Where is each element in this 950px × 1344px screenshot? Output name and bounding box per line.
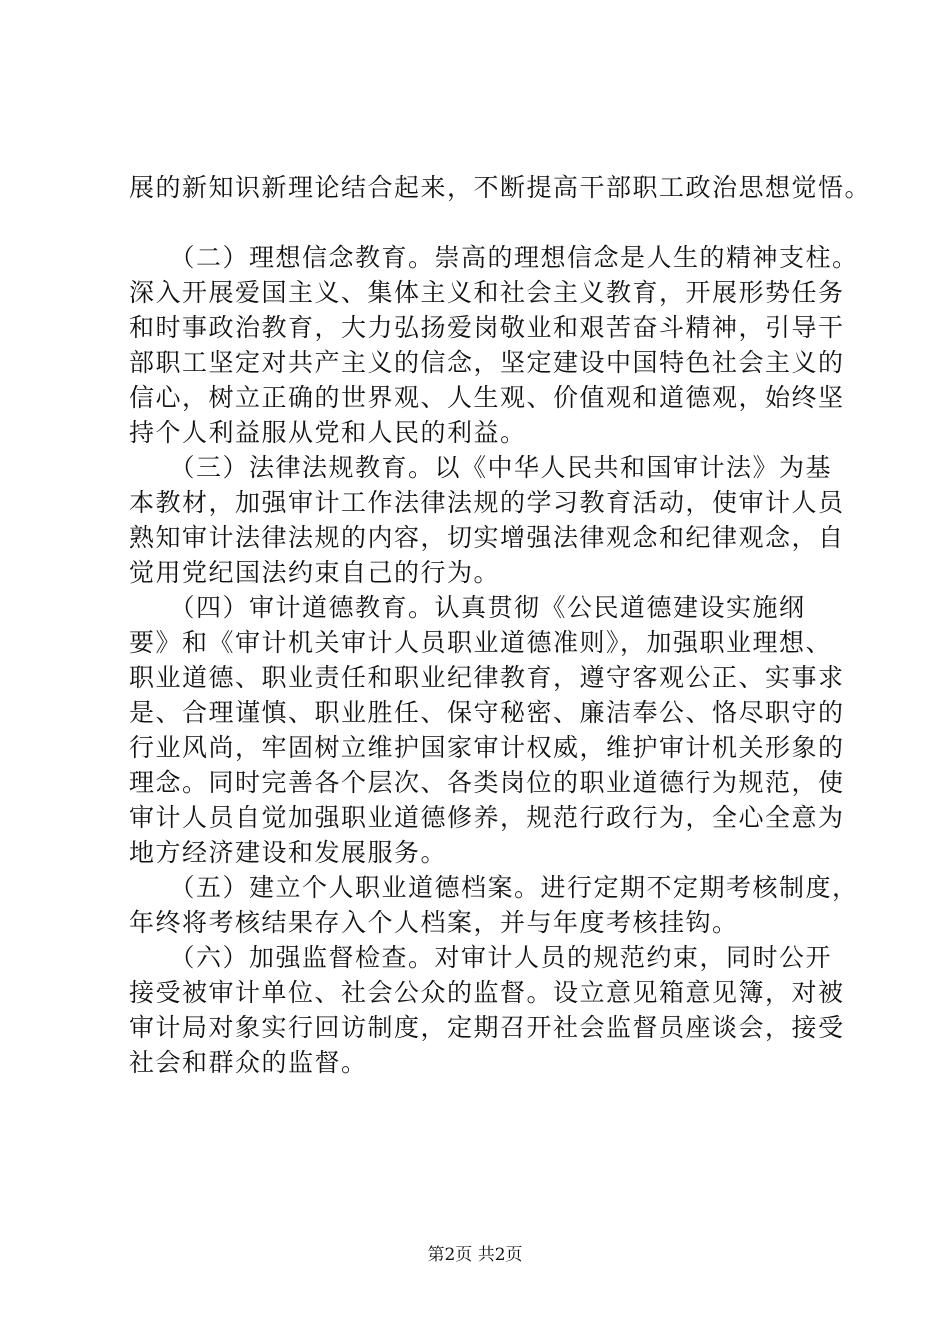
text-line: 和时事政治教育，大力弘扬爱岗敬业和艰苦奋斗精神，引导干 bbox=[129, 313, 845, 342]
text-line: （六）加强监督检查。对审计人员的规范约束，同时公开 bbox=[129, 943, 833, 972]
text-line: 部职工坚定对共产主义的信念，坚定建设中国特色社会主义的 bbox=[129, 348, 845, 377]
text-line: 审计人员自觉加强职业道德修养，规范行政行为，全心全意为 bbox=[129, 803, 845, 832]
paragraph-ethics-records bbox=[129, 870, 859, 940]
paragraph-ethics-education bbox=[129, 590, 854, 870]
text-line: 要》和《审计机关审计人员职业道德准则》，加强职业理想、 bbox=[129, 628, 833, 657]
text-line: 熟知审计法律法规的内容，切实增强法律观念和纪律观念，自 bbox=[129, 523, 845, 552]
text-line: 年终将考核结果存入个人档案，并与年度考核挂钩。 bbox=[129, 908, 739, 937]
text-line: （二）理想信念教育。崇高的理想信念是人生的精神支柱。 bbox=[129, 243, 859, 272]
text-line: 理念。同时完善各个层次、各类岗位的职业道德行为规范，使 bbox=[129, 768, 845, 797]
text-line: 行业风尚，牢固树立维护国家审计权威，维护审计机关形象的 bbox=[129, 733, 845, 762]
paragraph-ideals-education bbox=[129, 240, 859, 450]
text-line: 展的新知识新理论结合起来，不断提高干部职工政治思想觉悟。 bbox=[129, 173, 872, 202]
paragraph-law-education bbox=[129, 450, 854, 590]
text-line: 觉用党纪国法约束自己的行为。 bbox=[129, 558, 501, 587]
text-line: 是、合理谨慎、职业胜任、保守秘密、廉洁奉公、恪尽职守的 bbox=[129, 698, 845, 727]
text-line: 持个人利益服从党和人民的利益。 bbox=[129, 418, 527, 447]
paragraph-continuation bbox=[129, 170, 872, 205]
text-line: 社会和群众的监督。 bbox=[129, 1048, 368, 1077]
text-line: 审计局对象实行回访制度，定期召开社会监督员座谈会，接受 bbox=[129, 1013, 845, 1042]
text-line: （四）审计道德教育。认真贯彻《公民道德建设实施纲 bbox=[129, 593, 806, 622]
text-line: （三）法律法规教育。以《中华人民共和国审计法》为基 bbox=[129, 453, 833, 482]
document-body bbox=[129, 170, 872, 1080]
text-line: 接受被审计单位、社会公众的监督。设立意见箱意见簿，对被 bbox=[129, 978, 845, 1007]
text-line: 本教材，加强审计工作法律法规的学习教育活动，使审计人员 bbox=[129, 488, 845, 517]
page-number: 第2页 共2页 bbox=[427, 1245, 523, 1265]
text-line: 信心，树立正确的世界观、人生观、价值观和道德观，始终坚 bbox=[129, 383, 845, 412]
text-line: 职业道德、职业责任和职业纪律教育，遵守客观公正、实事求 bbox=[129, 663, 845, 692]
paragraph-supervision bbox=[129, 940, 854, 1080]
text-line: 深入开展爱国主义、集体主义和社会主义教育，开展形势任务 bbox=[129, 278, 845, 307]
text-line: 地方经济建设和发展服务。 bbox=[129, 838, 448, 867]
text-line: （五）建立个人职业道德档案。进行定期不定期考核制度， bbox=[129, 873, 859, 902]
